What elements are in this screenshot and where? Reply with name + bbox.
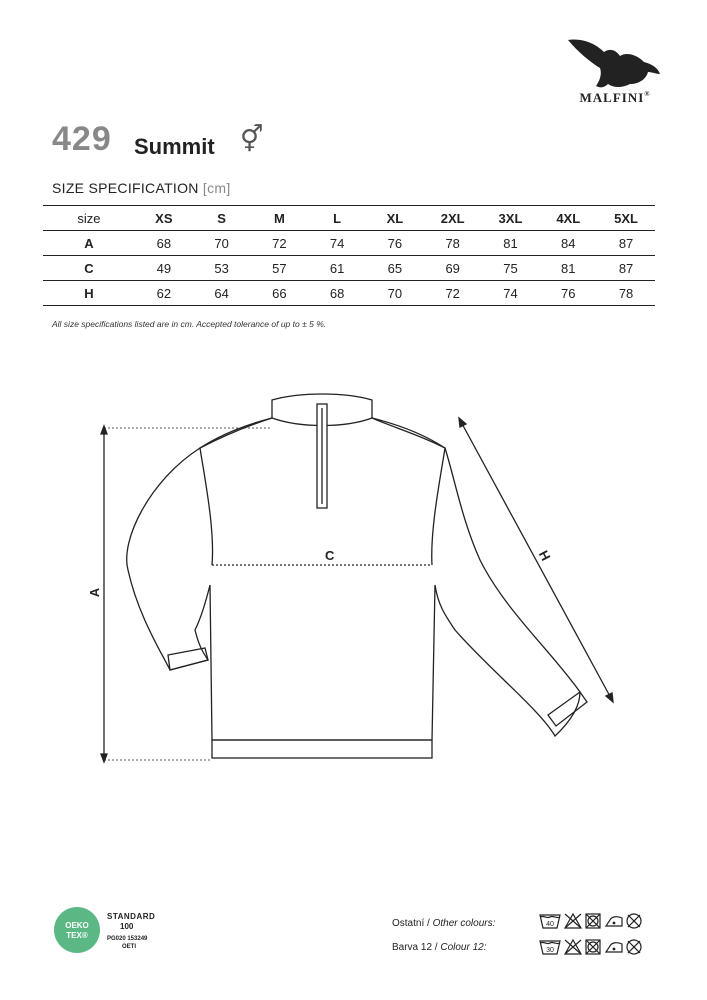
svg-text:30: 30 bbox=[546, 947, 554, 954]
size-header: XS bbox=[135, 206, 193, 231]
size-header: 3XL bbox=[482, 206, 540, 231]
table-cell: 81 bbox=[539, 256, 597, 281]
measure-label-h: H bbox=[535, 547, 554, 564]
table-cell: 78 bbox=[424, 231, 482, 256]
table-cell: 49 bbox=[135, 256, 193, 281]
other-colours-label: Ostatní / Other colours: bbox=[392, 918, 496, 929]
no-bleach-icon bbox=[565, 940, 581, 954]
product-number: 429 bbox=[52, 120, 112, 158]
table-cell: 70 bbox=[366, 281, 424, 306]
certificate-institute: OETI bbox=[122, 944, 137, 950]
measure-label-a: A bbox=[87, 587, 103, 598]
standard-title: STANDARD bbox=[107, 912, 156, 921]
size-column-label: size bbox=[43, 206, 135, 231]
table-cell: 64 bbox=[193, 281, 251, 306]
care-symbols bbox=[538, 910, 666, 962]
wash-icon bbox=[540, 915, 560, 928]
table-cell: 66 bbox=[251, 281, 309, 306]
brand-name: MALFINI® bbox=[579, 90, 651, 105]
table-cell: 84 bbox=[539, 231, 597, 256]
table-row bbox=[43, 231, 655, 256]
size-header: L bbox=[308, 206, 366, 231]
no-dry-clean-icon bbox=[627, 940, 641, 954]
table-row bbox=[43, 281, 655, 306]
row-label: C bbox=[43, 256, 135, 281]
table-cell: 72 bbox=[251, 231, 309, 256]
svg-text:40: 40 bbox=[546, 921, 554, 928]
colour-12-label: Barva 12 / Colour 12: bbox=[392, 942, 487, 953]
table-cell: 68 bbox=[308, 281, 366, 306]
table-cell: 65 bbox=[366, 256, 424, 281]
svg-text:TEX®: TEX® bbox=[66, 931, 88, 940]
size-header: S bbox=[193, 206, 251, 231]
table-cell: 76 bbox=[366, 231, 424, 256]
table-cell: 87 bbox=[597, 256, 655, 281]
table-row bbox=[43, 256, 655, 281]
iron-icon bbox=[606, 943, 622, 952]
table-cell: 62 bbox=[135, 281, 193, 306]
no-tumble-dry-icon bbox=[586, 940, 600, 954]
sweatshirt-outline bbox=[127, 394, 580, 740]
size-header: 2XL bbox=[424, 206, 482, 231]
iron-icon bbox=[606, 917, 622, 926]
table-cell: 81 bbox=[482, 231, 540, 256]
table-cell: 74 bbox=[308, 231, 366, 256]
certificate-code: PG020 153249 bbox=[107, 936, 148, 942]
table-header-row bbox=[43, 206, 655, 231]
spec-heading: SIZE SPECIFICATION [cm] bbox=[52, 180, 231, 196]
row-label: A bbox=[43, 231, 135, 256]
no-bleach-icon bbox=[565, 914, 581, 928]
table-cell: 68 bbox=[135, 231, 193, 256]
size-header: 5XL bbox=[597, 206, 655, 231]
table-cell: 70 bbox=[193, 231, 251, 256]
table-cell: 53 bbox=[193, 256, 251, 281]
no-tumble-dry-icon bbox=[586, 914, 600, 928]
wash-icon bbox=[540, 941, 560, 954]
size-header: XL bbox=[366, 206, 424, 231]
table-cell: 72 bbox=[424, 281, 482, 306]
unisex-icon: ⚥ bbox=[240, 124, 264, 154]
row-label: H bbox=[43, 281, 135, 306]
table-cell: 57 bbox=[251, 256, 309, 281]
size-header: 4XL bbox=[539, 206, 597, 231]
table-cell: 87 bbox=[597, 231, 655, 256]
table-cell: 75 bbox=[482, 256, 540, 281]
table-cell: 76 bbox=[539, 281, 597, 306]
size-table bbox=[43, 205, 655, 306]
size-header: M bbox=[251, 206, 309, 231]
table-cell: 69 bbox=[424, 256, 482, 281]
garment-diagram bbox=[0, 380, 707, 780]
product-name: Summit bbox=[134, 134, 215, 159]
table-cell: 78 bbox=[597, 281, 655, 306]
no-dry-clean-icon bbox=[627, 914, 641, 928]
standard-number: 100 bbox=[120, 922, 134, 931]
svg-text:OEKO: OEKO bbox=[65, 921, 89, 930]
table-cell: 74 bbox=[482, 281, 540, 306]
tolerance-note: All size specifications listed are in cm. Accepted tolerance of up to ± 5 %. bbox=[52, 319, 327, 329]
table-cell: 61 bbox=[308, 256, 366, 281]
oeko-tex-logo bbox=[52, 905, 102, 955]
measure-label-c: C bbox=[325, 548, 335, 563]
